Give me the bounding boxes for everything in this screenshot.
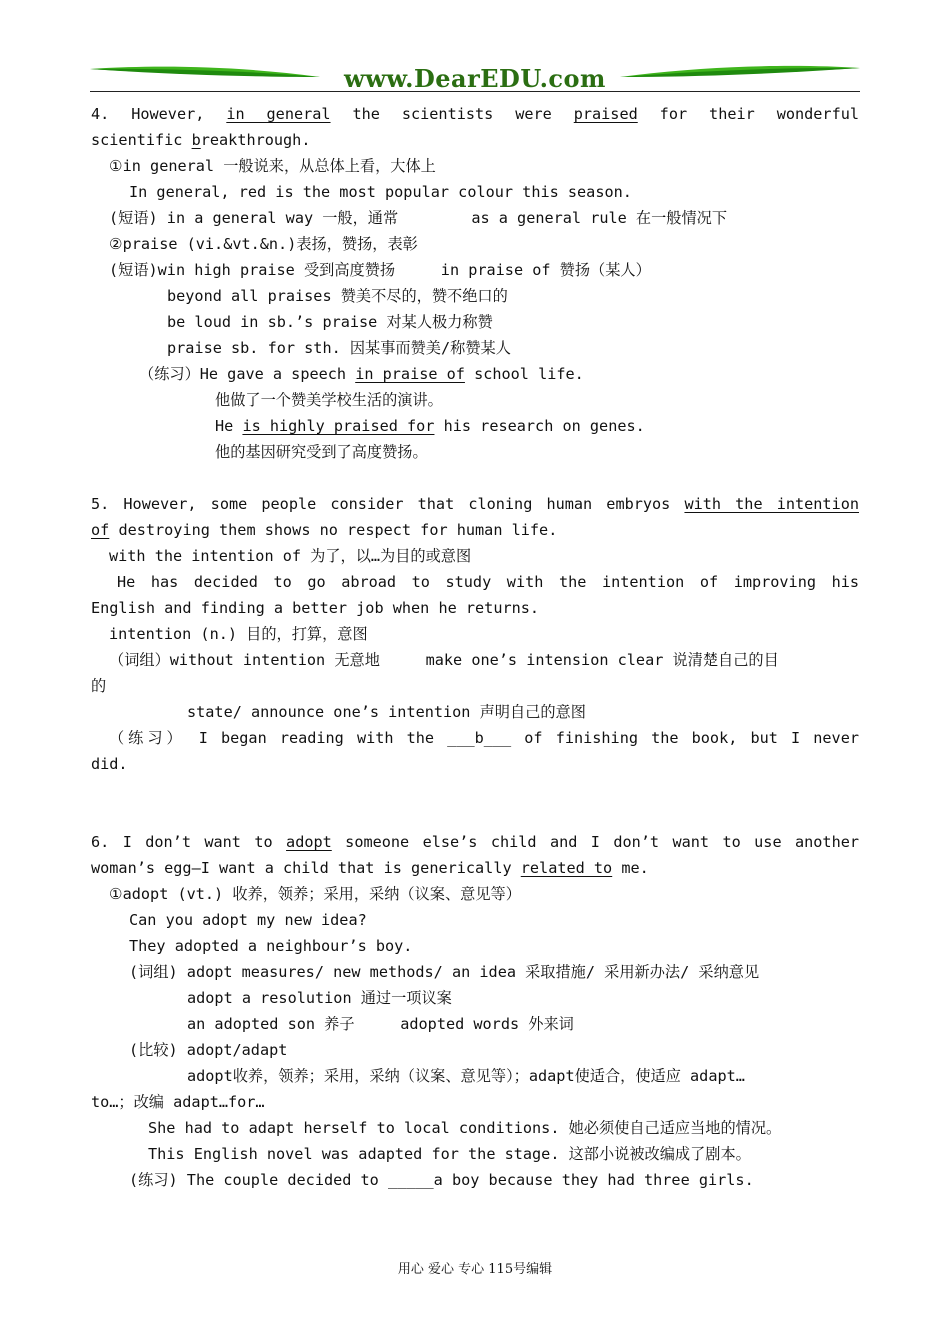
s4-line-1: 4. However, in general the scientists were praised for their wonderful [91,105,859,123]
spacer [91,803,859,829]
document-body [91,101,859,1219]
s4-line-6: ②praise (vi.&vt.&n.)表扬，赞扬，表彰 [109,235,418,253]
s5-line-3: with the intention of 为了，以…为目的或意图 [109,547,472,565]
s4-line-11: （练习）He gave a speech in praise of school life. [139,365,584,383]
site-logo-text[interactable]: www.DearEDU.com [344,64,606,93]
s5-line-8: 的 [91,677,107,695]
s5-line-10: （练习） I began reading with the ___b___ of finishing the book, but I never [109,729,859,747]
s6-line-3: ①adopt (vt.) 收养，领养；采用，采纳（议案、意见等） [109,885,521,903]
s6-line-6: (词组) adopt measures/ new methods/ an idea 采取措施/ 采用新办法/ 采纳意见 [129,963,760,981]
s4-line-9: be loud in sb.’s praise 对某人极力称赞 [167,313,493,331]
s6-line-9: (比较) adopt/adapt [129,1041,288,1059]
s4-line-4: In general, red is the most popular colour this season. [129,183,632,201]
s4-line-14: 他的基因研究受到了高度赞扬。 [215,443,428,461]
s4-line-7: (短语)win high praise 受到高度赞扬 in praise of 赞扬（某人） [109,261,651,279]
s4-line-3: ①in general 一般说来，从总体上看，大体上 [109,157,436,175]
header-rule [90,91,860,92]
s6-line-10: adopt收养，领养；采用，采纳（议案、意见等）；adapt使适合，使适应 adapt… [187,1067,745,1085]
s4-line-8: beyond all praises 赞美不尽的，赞不绝口的 [167,287,508,305]
s6-line-11: to…；改编 adapt…for… [91,1093,265,1111]
s6-options [91,1193,859,1219]
s6-line-8: an adopted son 养子 adopted words 外来词 [187,1015,574,1033]
spacer [91,465,859,491]
s6-line-12: She had to adapt herself to local conditions. 她必须使自己适应当地的情况。 [148,1119,782,1137]
s6-line-4: Can you adopt my new idea? [129,911,367,929]
s4-line-13: He is highly praised for his research on genes. [215,417,645,435]
s5-line-4: He has decided to go abroad to study with the intention of improving his [117,573,859,591]
s4-line-12: 他做了一个赞美学校生活的演讲。 [215,391,443,409]
s6-line-13: This English novel was adapted for the stage. 这部小说被改编成了剧本。 [148,1145,751,1163]
s5-line-1: 5. However, some people consider that cloning human embryos with the intention [91,495,859,513]
s5-line-11: did. [91,755,128,773]
s6-line-14: (练习) The couple decided to _____a boy because they had three girls. [129,1171,754,1189]
s5-line-2: of destroying them shows no respect for human life. [91,521,558,539]
s5-line-5: English and finding a better job when he returns. [91,599,540,617]
s6-line-1: 6. I don’t want to adopt someone else’s child and I don’t want to use another [91,833,859,851]
s5-line-6: intention (n.) 目的，打算，意图 [109,625,368,643]
s4-line-10: praise sb. for sth. 因某事而赞美/称赞某人 [167,339,511,357]
s6-line-2: woman’s egg—I want a child that is generically related to me. [91,859,649,877]
s6-line-5: They adopted a neighbour’s boy. [129,937,413,955]
s5-options [91,777,859,803]
page-footer: 用心 爱心 专心 115号编辑 [397,1262,553,1277]
s6-line-7: adopt a resolution 通过一项议案 [187,989,452,1007]
s4-line-2: scientific breakthrough. [91,131,311,149]
site-header-banner [90,62,860,94]
s5-line-7: （词组）without intention 无意地 make one’s intension clear 说清楚自己的目 [109,651,779,669]
s5-line-9: state/ announce one’s intention 声明自己的意图 [187,703,586,721]
s4-line-5: (短语) in a general way 一般，通常 as a general rule 在一般情况下 [109,209,728,227]
